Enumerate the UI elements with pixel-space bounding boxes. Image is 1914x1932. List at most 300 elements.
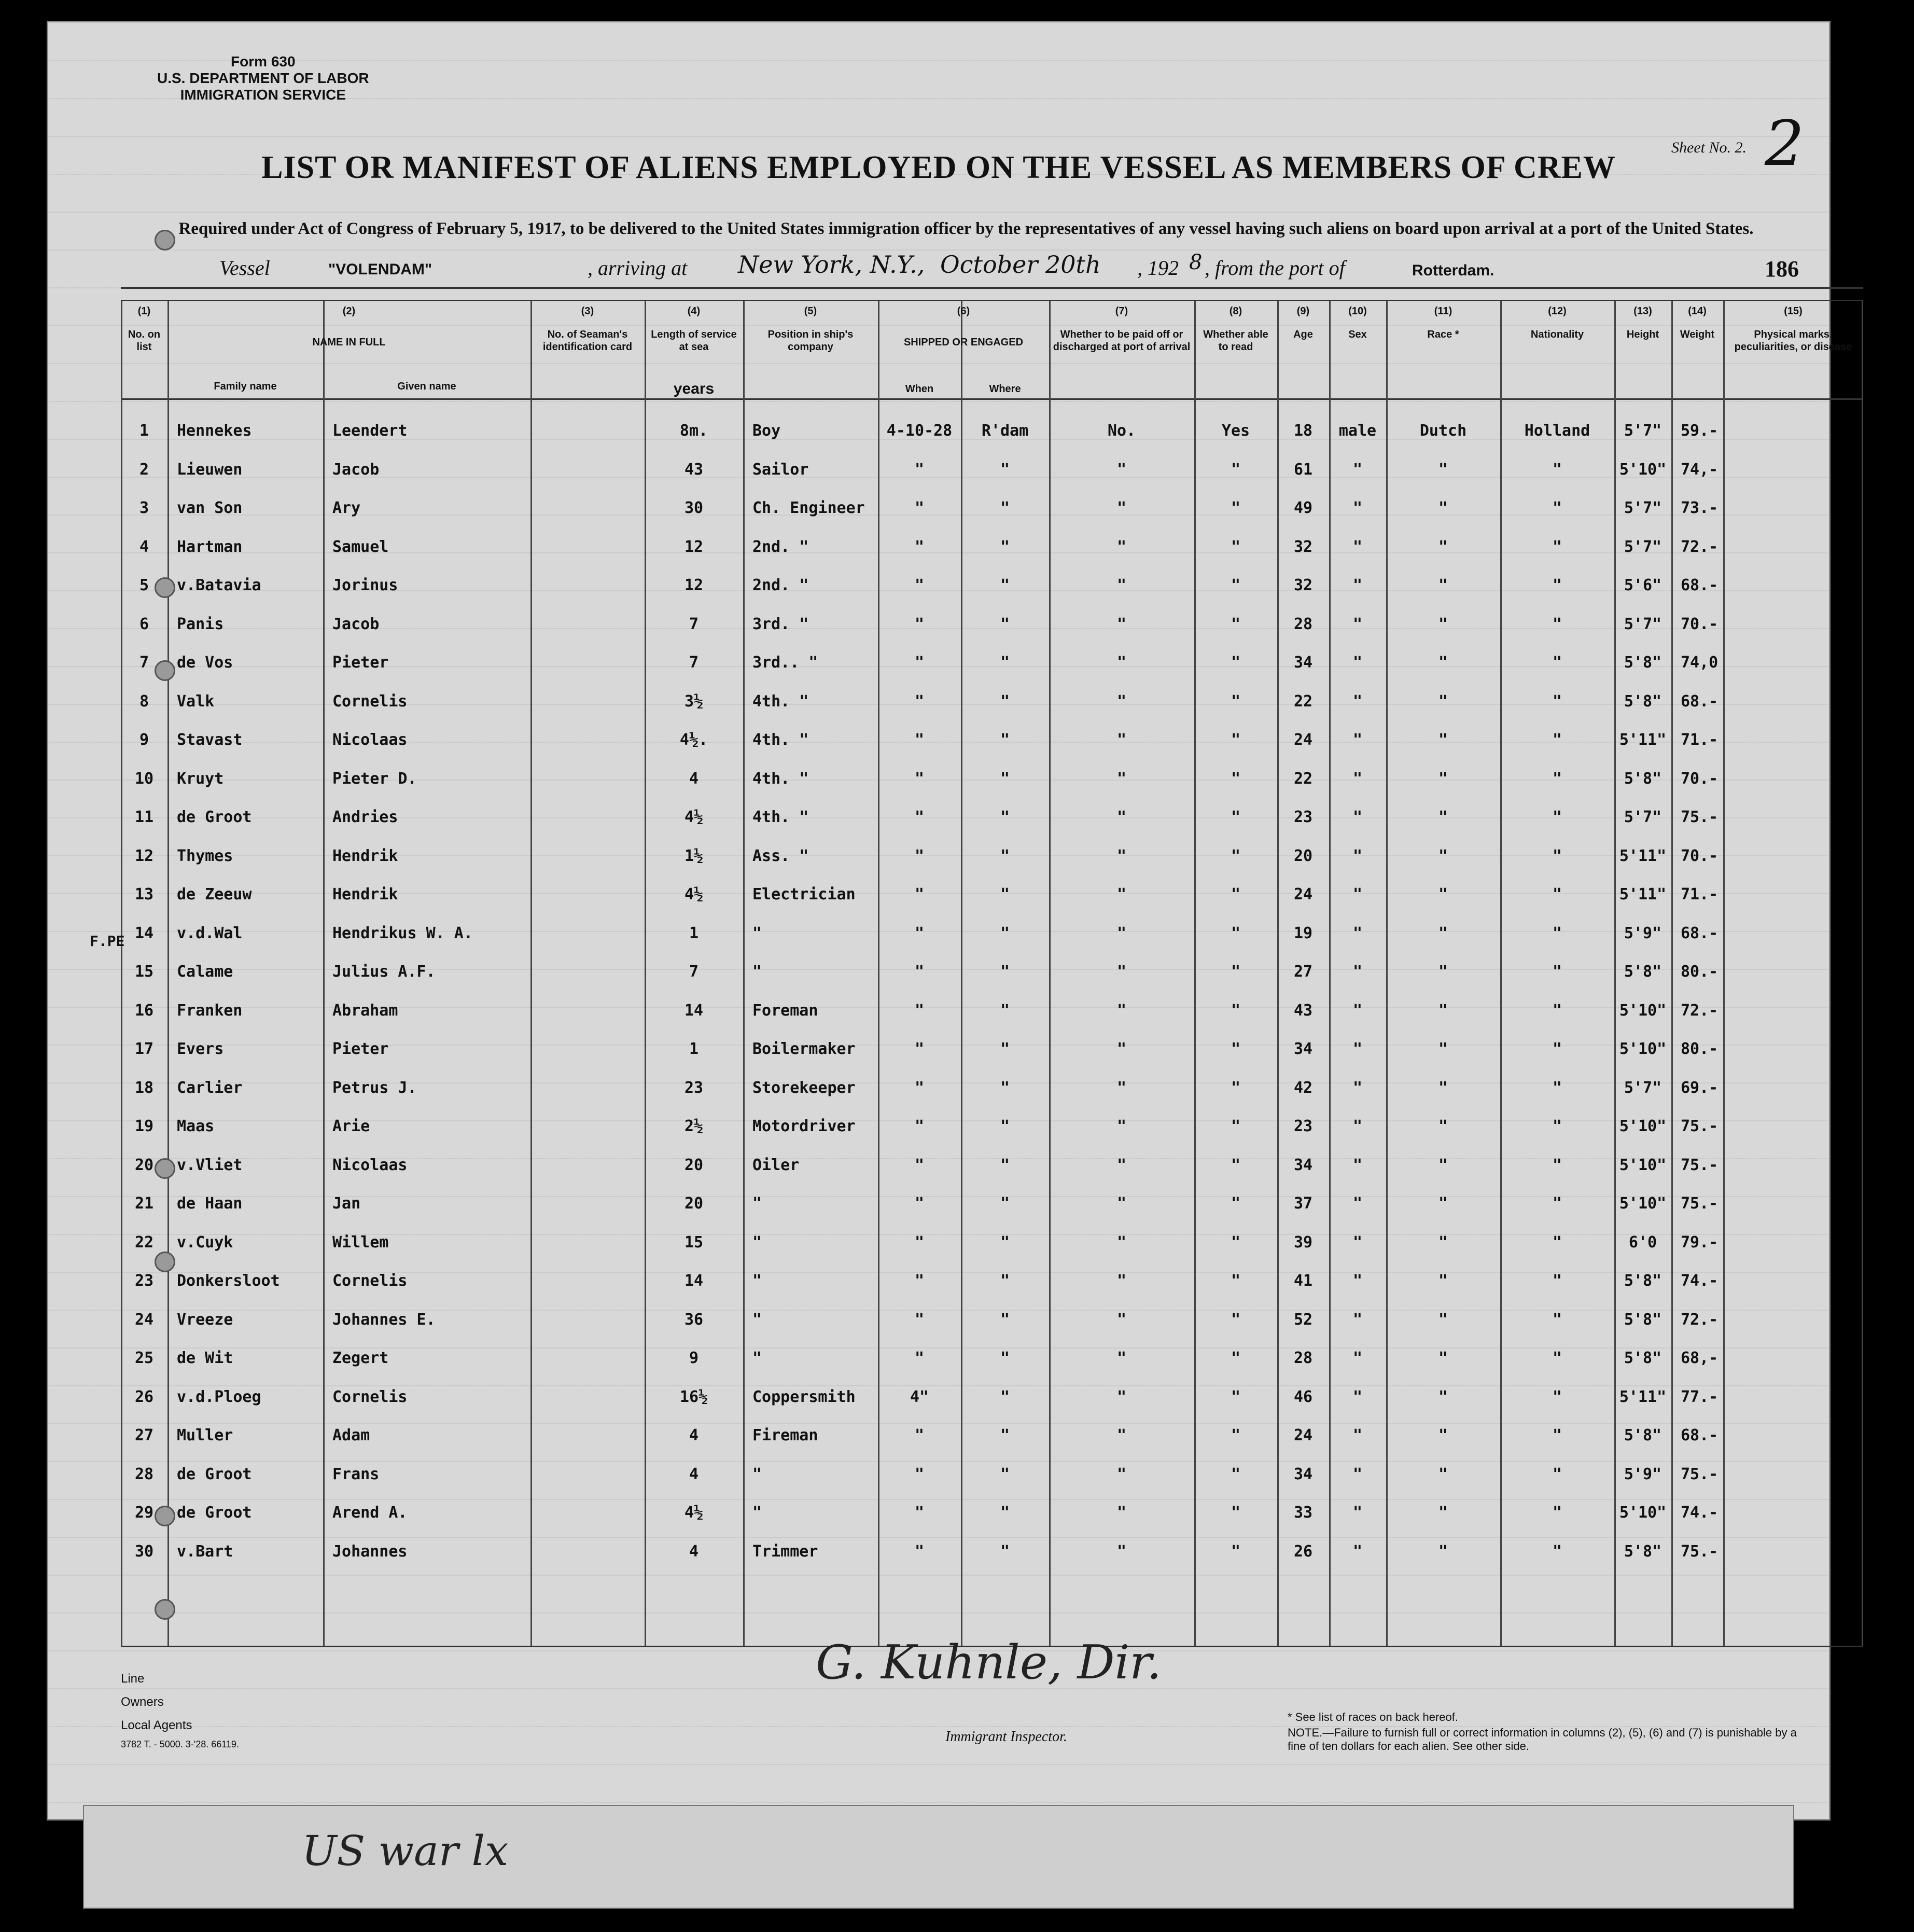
cell-given: Pieter (332, 1040, 389, 1058)
cell-family: v.Cuyk (177, 1233, 233, 1252)
cell-weight: 68.- (1681, 924, 1719, 942)
cell-when: " (914, 1194, 925, 1213)
manifest-sheet (47, 21, 1852, 1820)
cell-where: " (1000, 1310, 1010, 1329)
table-row (48, 1002, 1829, 1039)
cell-paid: " (1116, 1233, 1127, 1252)
column-label: Physical marks, peculiarities, or disease (1734, 329, 1852, 353)
cell-weight: 73.- (1681, 499, 1719, 517)
column-number: (5) (804, 305, 817, 317)
cell-where: " (1000, 1465, 1010, 1483)
column-number: (9) (1296, 305, 1310, 317)
table-row (48, 1349, 1829, 1387)
cell-age: 42 (1293, 1078, 1313, 1097)
cell-service: 1 (689, 924, 699, 942)
cell-paid: " (1116, 654, 1127, 672)
cell-where: " (1000, 1040, 1010, 1058)
cell-nat: " (1552, 576, 1562, 594)
cell-nat: " (1552, 1504, 1562, 1522)
cell-when: " (914, 846, 925, 865)
cell-where: " (1000, 576, 1010, 594)
cell-sex: " (1352, 1078, 1363, 1097)
cell-sex: " (1352, 1310, 1363, 1329)
inspector-label: Immigrant Inspector. (945, 1729, 1067, 1745)
cell-position: Trimmer (752, 1542, 818, 1561)
cell-where: " (1000, 924, 1010, 942)
cell-height: 5'11" (1619, 846, 1667, 865)
cell-position: 3rd.. " (752, 654, 818, 672)
table-row (48, 808, 1829, 846)
cell-service: 1 (689, 1040, 699, 1058)
cell-family: v.d.Wal (177, 924, 243, 942)
cell-age: 23 (1293, 808, 1313, 826)
cell-age: 27 (1293, 963, 1313, 981)
cell-sex: " (1352, 1465, 1363, 1483)
cell-weight: 69.- (1681, 1078, 1719, 1097)
cell-where: " (1000, 615, 1010, 633)
cell-where: " (1000, 1156, 1010, 1174)
cell-where: " (1000, 1117, 1010, 1135)
cell-race: " (1438, 1504, 1448, 1522)
cell-family: Hennekes (177, 422, 252, 440)
cell-nat: " (1552, 1040, 1562, 1058)
cell-sex: " (1352, 885, 1363, 904)
cell-age: 19 (1293, 924, 1313, 942)
cell-when: " (914, 769, 925, 788)
cell-position: " (752, 1504, 762, 1522)
cell-given: Leendert (332, 422, 408, 440)
table-row (48, 1272, 1829, 1310)
cell-given: Hendrik (332, 885, 398, 904)
cell-when: 4" (910, 1387, 929, 1406)
cell-height: 5'7" (1624, 422, 1662, 440)
cell-sex: " (1352, 1272, 1363, 1290)
margin-note: F.PE (90, 933, 125, 950)
table-row (48, 422, 1829, 460)
column-number: (6) (957, 305, 970, 317)
cell-age: 52 (1293, 1310, 1313, 1329)
cell-family: de Groot (177, 808, 252, 826)
cell-position: 4th. " (752, 769, 809, 788)
cell-where: " (1000, 1504, 1010, 1522)
cell-position: Ass. " (752, 846, 809, 865)
from-label: , from the port of (1205, 256, 1345, 280)
cell-age: 39 (1293, 1233, 1313, 1252)
cell-given: Cornelis (332, 692, 408, 711)
cell-family: Lieuwen (177, 460, 243, 479)
cell-age: 49 (1293, 499, 1313, 517)
column-label: No. of Seaman's identification card (542, 329, 633, 353)
cell-nat: " (1552, 808, 1562, 826)
cell-age: 28 (1293, 1349, 1313, 1367)
cell-position: 4th. " (752, 808, 809, 826)
cell-no: 22 (134, 1233, 154, 1252)
cell-service: 36 (684, 1310, 704, 1329)
table-row (48, 885, 1829, 923)
cell-paid: " (1116, 1001, 1127, 1020)
cell-family: de Wit (177, 1349, 233, 1367)
cell-race: " (1438, 692, 1448, 711)
cell-height: 5'8" (1624, 1272, 1662, 1290)
cell-age: 24 (1293, 885, 1313, 904)
cell-service: 4½ (684, 808, 704, 826)
cell-position: " (752, 1194, 762, 1213)
subhead-family: Family name (214, 381, 277, 392)
cell-weight: 80.- (1681, 1040, 1719, 1058)
cell-weight: 75.- (1681, 808, 1719, 826)
page-subtitle: Required under Act of Congress of February 5, 1917, to be delivered to the United States immigration officer by the representatives of any vessel having such aliens on board upon arrival at a port of the United States. (178, 219, 1754, 238)
cell-no: 19 (134, 1117, 154, 1135)
cell-paid: " (1116, 615, 1127, 633)
cell-service: 9 (689, 1349, 699, 1367)
column-label: Race * (1427, 329, 1459, 340)
cell-race: Dutch (1419, 422, 1467, 440)
cell-sex: male (1338, 422, 1377, 440)
cell-no: 16 (134, 1001, 154, 1020)
cell-age: 33 (1293, 1504, 1313, 1522)
cell-given: Jorinus (332, 576, 398, 594)
cell-no: 25 (134, 1349, 154, 1367)
footer-line-label: Line (121, 1672, 145, 1686)
cell-age: 43 (1293, 1001, 1313, 1020)
cell-race: " (1438, 1040, 1448, 1058)
cell-height: 5'9" (1624, 924, 1662, 942)
cell-race: " (1438, 615, 1448, 633)
cell-service: 14 (684, 1001, 704, 1020)
cell-when: " (914, 924, 925, 942)
cell-position: Motordriver (752, 1117, 856, 1135)
cell-read: " (1231, 731, 1241, 749)
cell-no: 5 (139, 576, 149, 594)
cell-weight: 74,- (1681, 460, 1719, 479)
subhead-years: years (673, 380, 715, 397)
cell-service: 4 (689, 1465, 699, 1483)
column-label: Nationality (1530, 329, 1584, 340)
cell-service: 43 (684, 460, 704, 479)
cell-given: Jacob (332, 615, 380, 633)
cell-race: " (1438, 460, 1448, 479)
cell-height: 5'8" (1624, 692, 1662, 711)
cell-paid: " (1116, 1078, 1127, 1097)
cell-paid: " (1116, 1156, 1127, 1174)
cell-position: Sailor (752, 460, 809, 479)
cell-race: " (1438, 1272, 1448, 1290)
cell-when: " (914, 1349, 925, 1367)
cell-weight: 59.- (1681, 422, 1719, 440)
cell-service: 4½ (684, 1504, 704, 1522)
cell-where: " (1000, 885, 1010, 904)
column-number: (1) (137, 305, 151, 317)
cell-where: " (1000, 1272, 1010, 1290)
cell-where: " (1000, 1387, 1010, 1406)
cell-height: 5'10" (1619, 1117, 1667, 1135)
cell-family: Kruyt (177, 769, 224, 788)
cell-service: 3½ (684, 692, 704, 711)
cell-read: " (1231, 1387, 1241, 1406)
cell-age: 26 (1293, 1542, 1313, 1561)
cell-family: Donkersloot (177, 1272, 280, 1290)
cell-given: Johannes (332, 1542, 408, 1561)
cell-where: " (1000, 731, 1010, 749)
cell-nat: " (1552, 1542, 1562, 1561)
table-row (48, 615, 1829, 653)
cell-no: 3 (139, 499, 149, 517)
cell-position: 4th. " (752, 731, 809, 749)
cell-read: " (1231, 692, 1241, 711)
cell-height: 5'7" (1624, 537, 1662, 556)
cell-family: Valk (177, 692, 215, 711)
cell-given: Andries (332, 808, 398, 826)
table-row (48, 576, 1829, 614)
cell-nat: " (1552, 1387, 1562, 1406)
cell-race: " (1438, 885, 1448, 904)
cell-position: Coppersmith (752, 1387, 856, 1406)
cell-height: 5'11" (1619, 1387, 1667, 1406)
cell-age: 18 (1293, 422, 1313, 440)
cell-position: Ch. Engineer (752, 499, 865, 517)
cell-where: " (1000, 769, 1010, 788)
cell-paid: " (1116, 1040, 1127, 1058)
cell-no: 29 (134, 1504, 154, 1522)
cell-paid: " (1116, 460, 1127, 479)
cell-read: " (1231, 808, 1241, 826)
cell-weight: 72.- (1681, 1310, 1719, 1329)
cell-where: " (1000, 1542, 1010, 1561)
cell-given: Johannes E. (332, 1310, 436, 1329)
cell-sex: " (1352, 1117, 1363, 1135)
cell-weight: 71.- (1681, 885, 1719, 904)
arrival-date: October 20th (940, 251, 1101, 279)
header-rule-thin (121, 300, 1863, 301)
sheet-number-handwritten: 2 (1765, 108, 1805, 180)
cell-height: 5'8" (1624, 963, 1662, 981)
cell-paid: " (1116, 1117, 1127, 1135)
cell-where: " (1000, 1426, 1010, 1444)
cell-nat: " (1552, 769, 1562, 788)
cell-paid: " (1116, 1310, 1127, 1329)
cell-service: 7 (689, 654, 699, 672)
cell-position: " (752, 1233, 762, 1252)
binding-hole (155, 230, 175, 251)
cell-nat: " (1552, 1233, 1562, 1252)
cell-weight: 68.- (1681, 1426, 1719, 1444)
cell-where: " (1000, 499, 1010, 517)
table-row (48, 692, 1829, 730)
cell-given: Arend A. (332, 1504, 408, 1522)
cell-read: " (1231, 1194, 1241, 1213)
cell-nat: " (1552, 537, 1562, 556)
cell-sex: " (1352, 1233, 1363, 1252)
cell-height: 5'10" (1619, 1040, 1667, 1058)
cell-height: 5'8" (1624, 769, 1662, 788)
cell-given: Arie (332, 1117, 370, 1135)
cell-read: " (1231, 1040, 1241, 1058)
table-row (48, 924, 1829, 962)
cell-sex: " (1352, 499, 1363, 517)
column-number: (10) (1348, 305, 1367, 317)
cell-age: 61 (1293, 460, 1313, 479)
cell-height: 5'7" (1624, 615, 1662, 633)
cell-when: " (914, 654, 925, 672)
cell-race: " (1438, 1465, 1448, 1483)
cell-given: Pieter D. (332, 769, 417, 788)
subhead-given: Given name (397, 381, 456, 392)
cell-family: de Groot (177, 1504, 252, 1522)
cell-position: " (752, 924, 762, 942)
cell-given: Nicolaas (332, 731, 408, 749)
cell-age: 41 (1293, 1272, 1313, 1290)
cell-weight: 74.- (1681, 1272, 1719, 1290)
cell-given: Abraham (332, 1001, 398, 1020)
cell-paid: " (1116, 963, 1127, 981)
cell-family: de Zeeuw (177, 885, 252, 904)
binding-hole (155, 1158, 175, 1179)
cell-service: 12 (684, 576, 704, 594)
cell-no: 8 (139, 692, 149, 711)
cell-position: Fireman (752, 1426, 818, 1444)
cell-sex: " (1352, 615, 1363, 633)
column-label: NAME IN FULL (312, 337, 386, 348)
cell-sex: " (1352, 1387, 1363, 1406)
cell-weight: 68.- (1681, 576, 1719, 594)
cell-service: 16½ (679, 1387, 708, 1406)
cell-nat: " (1552, 615, 1562, 633)
cell-read: " (1231, 1504, 1241, 1522)
table-row (48, 538, 1829, 576)
cell-no: 23 (134, 1272, 154, 1290)
cell-sex: " (1352, 1156, 1363, 1174)
cell-when: " (914, 808, 925, 826)
column-label: SHIPPED OR ENGAGED (903, 337, 1024, 348)
cell-family: Maas (177, 1117, 215, 1135)
cell-when: " (914, 1040, 925, 1058)
cell-family: v.d.Ploeg (177, 1387, 261, 1406)
table-row (48, 1156, 1829, 1194)
cell-weight: 75.- (1681, 1542, 1719, 1561)
cell-race: " (1438, 808, 1448, 826)
cell-family: Stavast (177, 731, 243, 749)
cell-no: 28 (134, 1465, 154, 1483)
cell-sex: " (1352, 1542, 1363, 1561)
cell-when: " (914, 576, 925, 594)
cell-no: 27 (134, 1426, 154, 1444)
column-label: Height (1626, 329, 1659, 340)
cell-height: 5'7" (1624, 808, 1662, 826)
cell-height: 5'8" (1624, 1426, 1662, 1444)
year-prefix: , 192 (1137, 256, 1179, 280)
cell-nat: " (1552, 499, 1562, 517)
cell-race: " (1438, 1001, 1448, 1020)
cell-paid: " (1116, 1504, 1127, 1522)
table-row (48, 1388, 1829, 1426)
column-number: (15) (1784, 305, 1803, 317)
cell-no: 24 (134, 1310, 154, 1329)
cell-when: " (914, 1078, 925, 1097)
cell-when: " (914, 1310, 925, 1329)
cell-when: " (914, 1272, 925, 1290)
cell-given: Hendrikus W. A. (332, 924, 473, 942)
column-number: (3) (581, 305, 594, 317)
cell-read: " (1231, 846, 1241, 865)
cell-given: Willem (332, 1233, 389, 1252)
cell-weight: 72.- (1681, 1001, 1719, 1020)
penalty-note: NOTE.—Failure to furnish full or correct information in columns (2), (5), (6) and (7) is punishable by a fine of ten dollars for each alien. See other side. (1288, 1726, 1797, 1753)
binding-hole (155, 1599, 175, 1620)
cell-height: 5'10" (1619, 1504, 1667, 1522)
cell-where: " (1000, 537, 1010, 556)
form-header-block (157, 53, 369, 103)
cell-read: " (1231, 615, 1241, 633)
table-row (48, 1504, 1829, 1541)
cell-age: 28 (1293, 615, 1313, 633)
cell-race: " (1438, 1078, 1448, 1097)
cell-age: 20 (1293, 846, 1313, 865)
cell-family: de Groot (177, 1465, 252, 1483)
cell-position: " (752, 1465, 762, 1483)
cell-no: 2 (139, 460, 149, 479)
cell-read: " (1231, 963, 1241, 981)
table-row (48, 499, 1829, 537)
cell-service: 2½ (684, 1117, 704, 1135)
page-number: 186 (1765, 256, 1799, 282)
cell-given: Frans (332, 1465, 380, 1483)
cell-service: 15 (684, 1233, 704, 1252)
cell-no: 12 (134, 846, 154, 865)
cell-sex: " (1352, 1349, 1363, 1367)
cell-sex: " (1352, 731, 1363, 749)
cell-position: " (752, 963, 762, 981)
cell-nat: " (1552, 1310, 1562, 1329)
cell-read: " (1231, 1349, 1241, 1367)
cell-position: Boy (752, 422, 781, 440)
footer-print-code: 3782 T. - 5000. 3-'28. 66119. (121, 1739, 239, 1749)
header-rule (121, 287, 1863, 289)
cell-when: " (914, 1001, 925, 1020)
cell-read: " (1231, 924, 1241, 942)
cell-sex: " (1352, 576, 1363, 594)
cell-position: " (752, 1349, 762, 1367)
cell-read: " (1231, 1465, 1241, 1483)
column-label: Age (1293, 329, 1313, 340)
cell-race: " (1438, 1194, 1448, 1213)
cell-height: 5'11" (1619, 885, 1667, 904)
cell-service: 23 (684, 1078, 704, 1097)
cell-service: 30 (684, 499, 704, 517)
cell-nat: " (1552, 1156, 1562, 1174)
cell-read: " (1231, 1233, 1241, 1252)
cell-nat: " (1552, 1078, 1562, 1097)
cell-paid: " (1116, 1194, 1127, 1213)
cell-no: 30 (134, 1542, 154, 1561)
column-number: (12) (1548, 305, 1567, 317)
cell-age: 23 (1293, 1117, 1313, 1135)
column-label: Weight (1680, 329, 1715, 340)
cell-position: 4th. " (752, 692, 809, 711)
cell-read: " (1231, 1117, 1241, 1135)
cell-sex: " (1352, 1001, 1363, 1020)
cell-position: Foreman (752, 1001, 818, 1020)
cell-race: " (1438, 654, 1448, 672)
from-port: Rotterdam. (1412, 262, 1494, 279)
cell-paid: " (1116, 769, 1127, 788)
cell-nat: " (1552, 1349, 1562, 1367)
cell-position: 3rd. " (752, 615, 809, 633)
cell-paid: " (1116, 846, 1127, 865)
cell-service: 14 (684, 1272, 704, 1290)
cell-service: 4 (689, 1542, 699, 1561)
cell-service: 4½ (684, 885, 704, 904)
binding-hole (155, 577, 175, 598)
